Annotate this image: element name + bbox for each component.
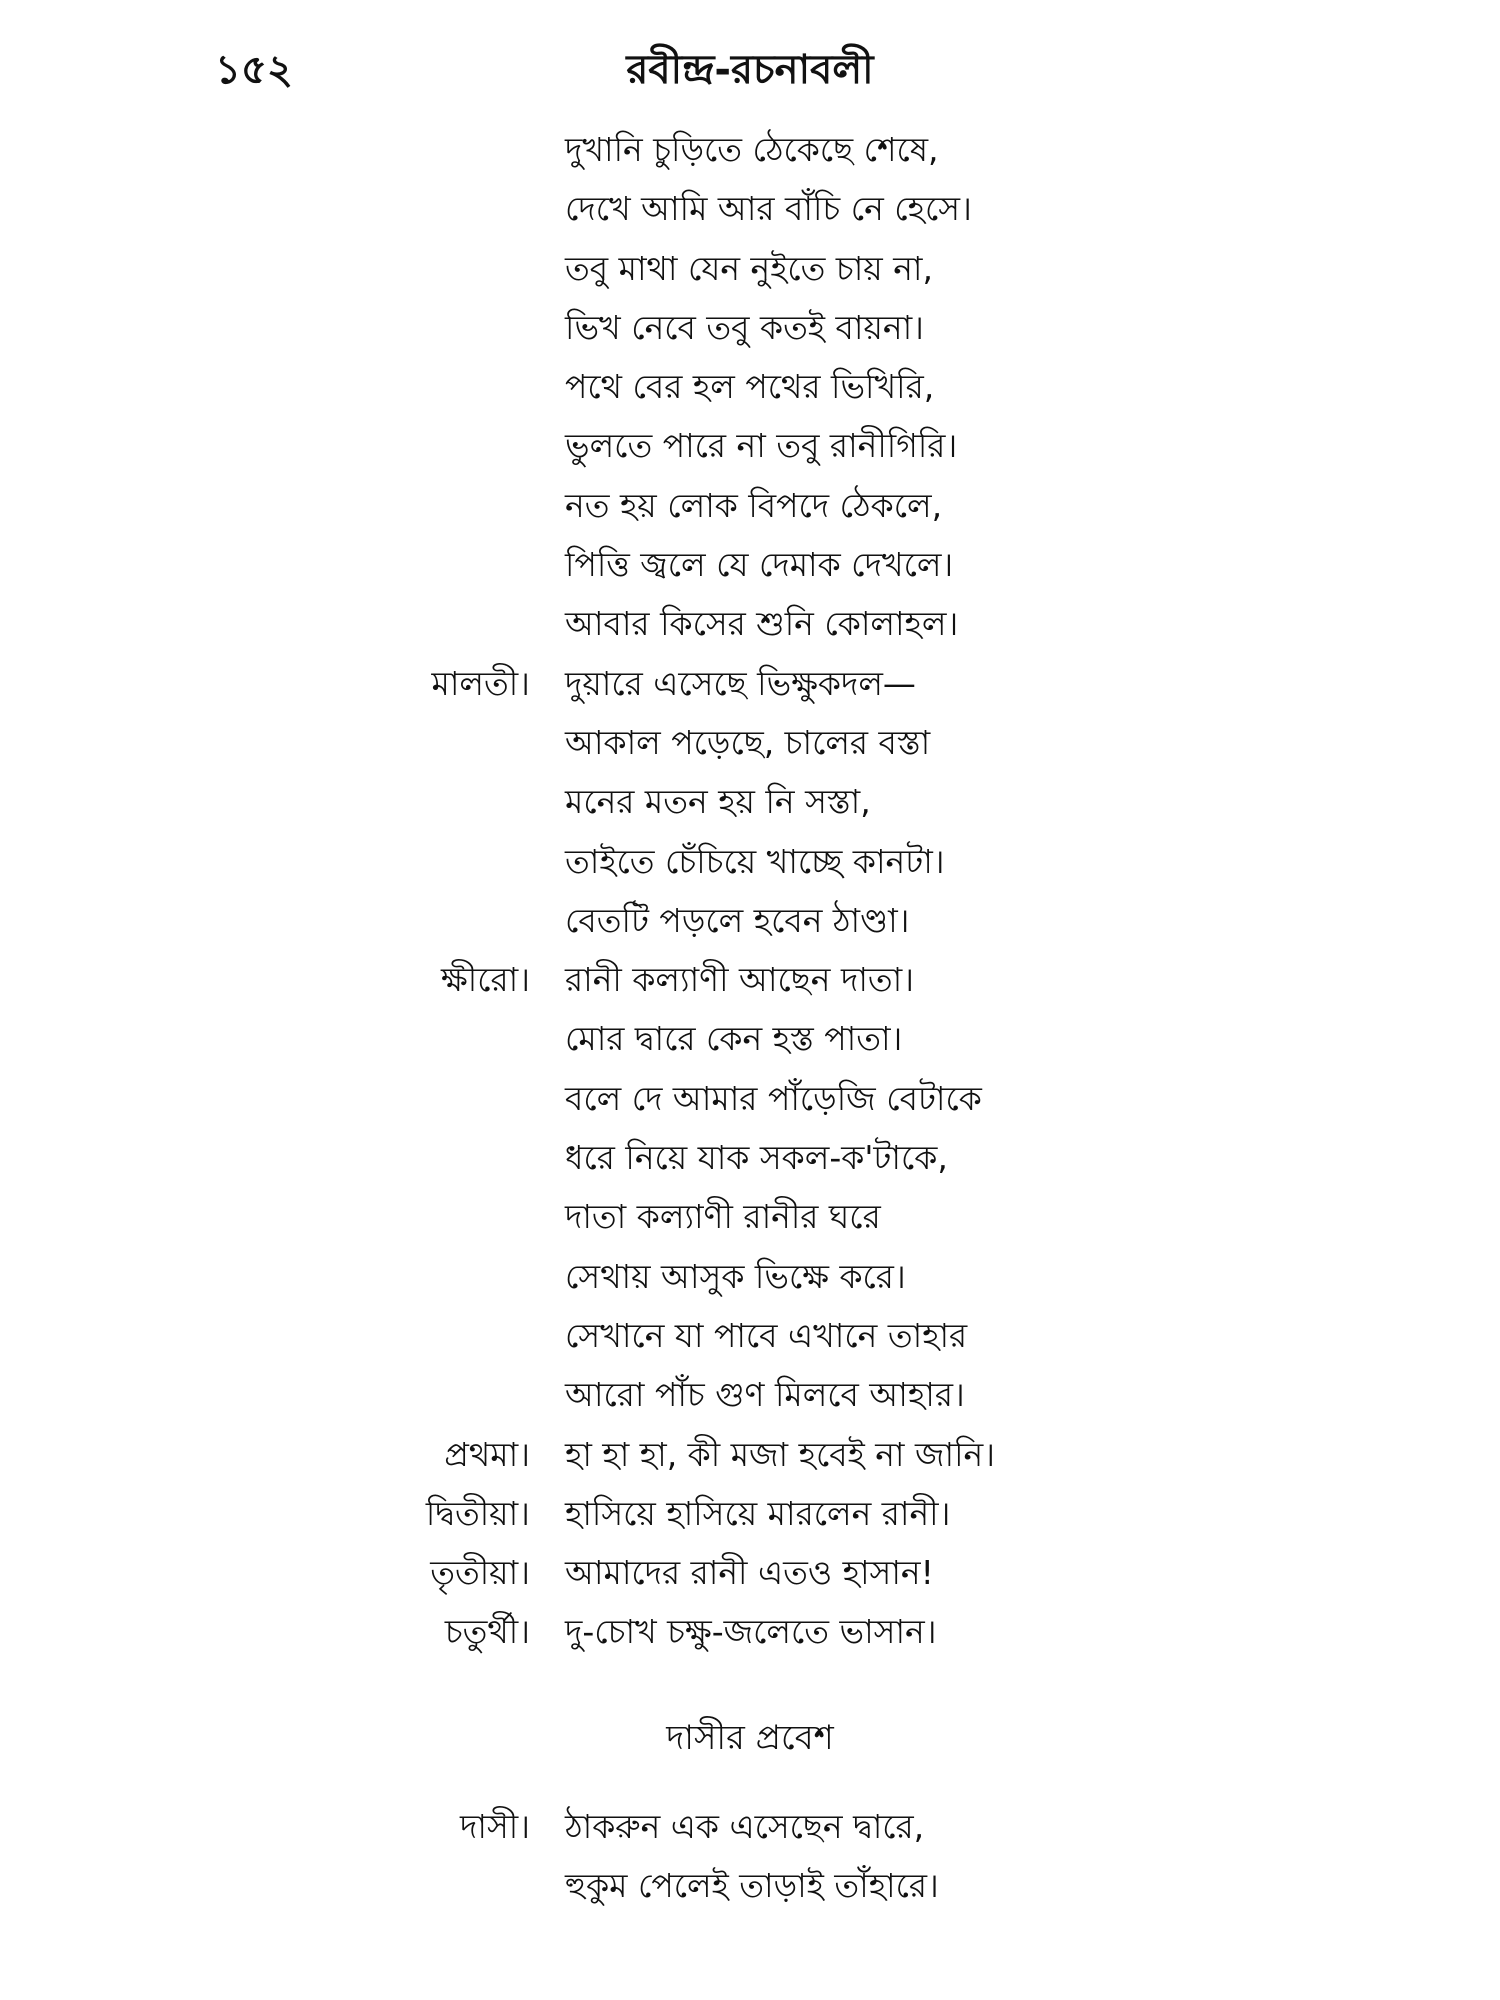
stage-direction: দাসীর প্রবেশ	[666, 1718, 834, 1758]
verse-line	[0, 1247, 1500, 1306]
verse-text: মোর দ্বারে কেন হস্ত পাতা।	[565, 1019, 903, 1059]
speaker-name: চতুর্থী।	[444, 1612, 530, 1652]
verse-line	[0, 950, 1500, 1009]
verse-text: দুয়ারে এসেছে ভিক্ষুকদল—	[565, 663, 916, 703]
verse-block-after	[0, 1797, 1500, 1916]
verse-line	[0, 535, 1500, 594]
verse-text: নত হয় লোক বিপদে ঠেকলে,	[565, 485, 943, 525]
verse-text: দুখানি চুড়িতে ঠেকেছে শেষে,	[565, 130, 939, 169]
verse-line	[0, 1543, 1500, 1602]
verse-text: মনের মতন হয় নি সস্তা,	[565, 782, 871, 822]
verse-line	[0, 594, 1500, 653]
verse-line	[0, 1009, 1500, 1068]
verse-line	[0, 1425, 1500, 1484]
verse-line	[0, 832, 1500, 891]
verse-text: ভুলতে পারে না তবু রানীগিরি।	[565, 426, 958, 466]
verse-text: আকাল পড়েছে, চালের বস্তা	[565, 722, 931, 762]
verse-line	[0, 1484, 1500, 1543]
verse-text: রানী কল্যাণী আছেন দাতা।	[565, 960, 915, 1000]
verse-text: ঠাকরুন এক এসেছেন দ্বারে,	[565, 1807, 925, 1846]
verse-text: পথে বের হল পথের ভিখিরি,	[565, 367, 935, 407]
verse-line	[0, 1797, 1500, 1856]
speaker-name: তৃতীয়া।	[430, 1553, 530, 1593]
verse-text: বলে দে আমার পাঁড়েজি বেটাকে	[565, 1078, 982, 1118]
verse-block	[0, 120, 1500, 1662]
verse-text: পিত্তি জ্বলে যে দেমাক দেখলে।	[565, 545, 954, 585]
verse-line	[0, 891, 1500, 950]
verse-text: হুকুম পেলেই তাড়াই তাঁহারে।	[565, 1866, 939, 1906]
verse-line	[0, 1069, 1500, 1128]
verse-text: ভিখ নেবে তবু কতই বায়না।	[565, 307, 924, 347]
verse-text: সেথায় আসুক ভিক্ষে করে।	[565, 1256, 906, 1296]
verse-line	[0, 1602, 1500, 1661]
verse-line	[0, 1856, 1500, 1915]
verse-text: হাসিয়ে হাসিয়ে মারলেন রানী।	[565, 1493, 951, 1533]
verse-text: দু-চোখ চক্ষু-জলেতে ভাসান।	[565, 1612, 937, 1652]
speaker-name: মালতী।	[431, 663, 530, 703]
verse-line	[0, 179, 1500, 238]
speaker-name: দ্বিতীয়া।	[425, 1493, 530, 1533]
verse-line	[0, 416, 1500, 475]
verse-text: দেখে আমি আর বাঁচি নে হেসে।	[565, 189, 972, 229]
verse-text: আবার কিসের শুনি কোলাহল।	[565, 604, 959, 644]
verse-line	[0, 120, 1500, 179]
verse-text: ধরে নিয়ে যাক সকল-ক'টাকে,	[565, 1138, 948, 1178]
speaker-name: দাসী।	[460, 1807, 530, 1846]
verse-text: তবু মাথা যেন নুইতে চায় না,	[565, 248, 933, 288]
verse-text: আমাদের রানী এতও হাসান!	[565, 1553, 934, 1593]
running-head: রবীন্দ্র-রচনাবলী	[626, 47, 874, 93]
verse-text: দাতা কল্যাণী রানীর ঘরে	[565, 1197, 881, 1237]
verse-line	[0, 1306, 1500, 1365]
verse-line	[0, 239, 1500, 298]
verse-line	[0, 357, 1500, 416]
verse-line	[0, 1128, 1500, 1187]
verse-text: হা হা হা, কী মজা হবেই না জানি।	[565, 1434, 996, 1474]
verse-line	[0, 772, 1500, 831]
verse-line	[0, 476, 1500, 535]
verse-text: আরো পাঁচ গুণ মিলবে আহার।	[565, 1375, 965, 1415]
verse-text: তাইতে চেঁচিয়ে খাচ্ছে কানটা।	[565, 841, 945, 881]
verse-line	[0, 298, 1500, 357]
verse-text: বেতটি পড়লে হবেন ঠাণ্ডা।	[565, 900, 910, 940]
speaker-name: প্রথমা।	[444, 1434, 530, 1474]
verse-text: সেখানে যা পাবে এখানে তাহার	[565, 1315, 968, 1355]
verse-line	[0, 654, 1500, 713]
verse-line	[0, 713, 1500, 772]
speaker-name: ক্ষীরো।	[441, 960, 530, 1000]
verse-line	[0, 1365, 1500, 1424]
page-number: ১৫২	[215, 47, 293, 93]
verse-line	[0, 1187, 1500, 1246]
